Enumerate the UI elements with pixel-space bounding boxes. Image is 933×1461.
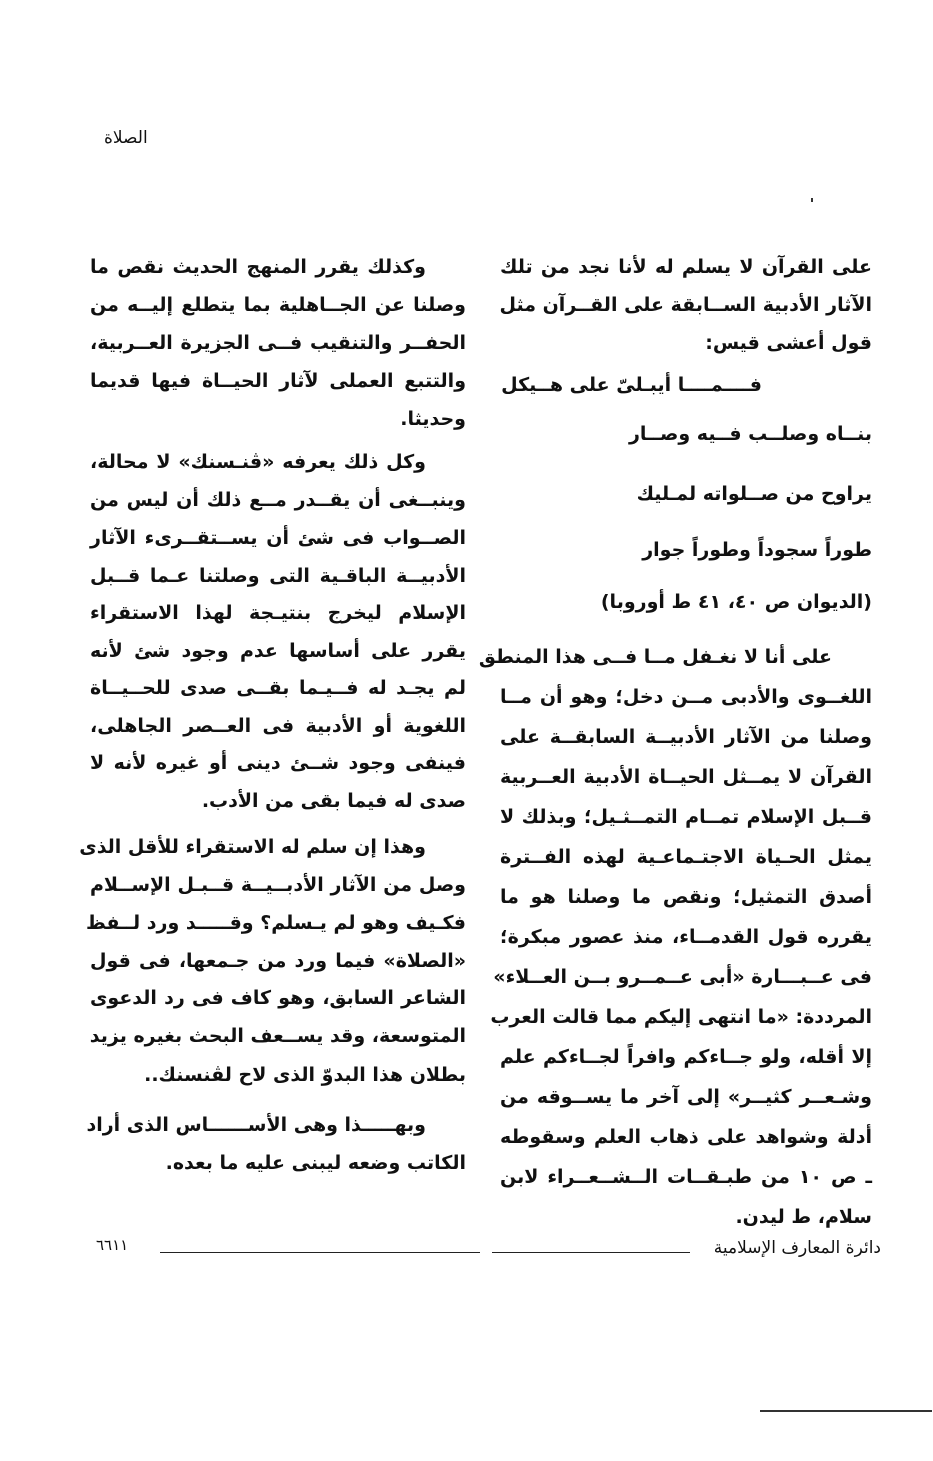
text-line: الشاعر السابق، وهو كاف فى رد الدعوى xyxy=(90,987,466,1009)
running-header: الصلاة xyxy=(104,128,148,148)
text-line: أصدق التمثيل؛ ونقص ما وصلنا هو ما xyxy=(500,886,872,908)
text-line: على أنا لا نغـفل مــا فــى هذا المنطق xyxy=(478,646,832,668)
footer-rule-left xyxy=(160,1252,480,1253)
text-line: اللغــوى والأدبى مــن دخل؛ وهو أن مــا xyxy=(500,686,872,708)
text-line: المرددة: «ما انتهى إليكم مما قالت العرب xyxy=(490,1006,872,1028)
text-line: طوراً سجوداً وطوراً جوار xyxy=(642,539,872,561)
text-line: فى عــبـــارة «أبى عــمــرو بــن العــلاء» xyxy=(493,966,872,988)
text-line: المتوسعة، وقد يســعف البحث بغيره يزيد xyxy=(89,1025,466,1047)
text-line: سلام، ط ليدن. xyxy=(735,1206,872,1228)
text-line: الآثار الأدبية الســابقة على القــرآن مثل xyxy=(499,294,872,316)
text-line: وشـعــر كثيــر» إلى آخر ما يســوقه من xyxy=(500,1086,872,1108)
text-line: وهذا إن سلم له الاستقراء للأقل الذى xyxy=(79,836,426,858)
text-line: صدى له فيما بقى من الأدب. xyxy=(201,790,466,812)
text-line: وكذلك يقرر المنهج الحديث نقص ما xyxy=(90,256,426,278)
text-line: فــــمــــا أيبـلىّ على هــيكل xyxy=(501,374,762,396)
text-line: فينفى وجود شــئ دينى أو غيره لأنه لا xyxy=(90,752,466,774)
text-line: (الديوان ص ٤٠، ٤١ ط أوروبا) xyxy=(600,591,872,613)
footer-title: دائرة المعارف الإسلامية xyxy=(713,1238,881,1258)
text-line: اللغوية أو الأدبية فى العــصر الجاهلى، xyxy=(90,715,466,737)
text-line: وينبــغى أن يقــدر مــع ذلك أن ليس من xyxy=(90,489,466,511)
text-line: فكـيف وهو لم يـسلم؟ وقـــــد ورد لــفظ xyxy=(86,912,466,934)
text-line: الإسلام ليخرج بنتيـجة لهذا الاستقراء xyxy=(90,602,466,624)
text-line: القرآن لا يمــثل الحيــاة الأدبية العــربية xyxy=(500,766,872,788)
page-number: ٦٦١١ xyxy=(96,1236,129,1254)
text-line: على القرآن لا يسلم له لأنا نجد من تلك xyxy=(500,256,872,278)
text-line: بطلان هذا البدوّ الذى لاح لڤنسنك.. xyxy=(144,1064,466,1086)
text-line: قول أعشى قيس: xyxy=(705,332,872,354)
scan-mark xyxy=(760,1410,932,1412)
text-line: ـ ص ١٠ من طبـقــات الــشــعــراء لابن xyxy=(500,1166,872,1188)
text-line: وكل ذلك يعرفه «ڤنـسنك» لا محالة، xyxy=(90,451,426,473)
text-line: الأدبيــة الباقـية التى وصلتنا عـما قــبل xyxy=(90,565,466,587)
text-line: بنــاه وصلــب فــيه وصــار xyxy=(628,423,872,445)
text-line: لم يجـد له فــيـما بقــى صدى للحــيــاة xyxy=(90,677,466,699)
scan-dot xyxy=(811,198,813,202)
text-line: يقرر على أساسها عدم وجود شئ لأنه xyxy=(90,640,466,662)
text-line: أدلة وشواهد على ذهاب العلم وسقوطه xyxy=(500,1126,872,1148)
text-line: وصل من الآثار الأدبــيــة قــبـل الإســلام xyxy=(90,874,466,896)
text-line: وصلنا عن الجــاهلية بما يتطلع إليــه من xyxy=(90,294,466,316)
text-line: قــبل الإسلام تمــام التمــثـيل؛ وبذلك لا xyxy=(500,806,872,828)
footer-rule-right xyxy=(492,1252,690,1253)
text-line: يقرره قول القدمــاء، منذ عصور مبكرة؛ xyxy=(500,926,872,948)
text-line: الكاتب وضعه ليبنى عليه ما بعده. xyxy=(165,1152,466,1174)
text-line: وصلنا من الآثار الأدبيــة السابقــة على xyxy=(500,726,872,748)
text-line: يراوح من صــلواته لمـليك xyxy=(636,483,872,505)
text-line: إلا أقله، ولو جــاءكم وافراً لجــاءكم علم xyxy=(500,1046,872,1068)
text-line: «الصلاة» فيما ورد من جـمعها، فى قول xyxy=(90,950,466,972)
text-line: وبهـــــذا وهى الأســــــاس الذى أراد xyxy=(86,1114,426,1136)
text-line: والتتبع العملى لآثار الحيــاة فيها قديما xyxy=(90,370,466,392)
text-line: الصــواب فى شئ أن يســتقــرىء الآثار xyxy=(90,527,466,549)
text-line: يمثل الحـياة الاجتـماعـية لهذه الفــترة xyxy=(500,846,872,868)
text-line: وحديثا. xyxy=(400,408,466,430)
text-line: الحفــر والتنقيب فــى الجزيرة العــربية، xyxy=(90,332,466,354)
